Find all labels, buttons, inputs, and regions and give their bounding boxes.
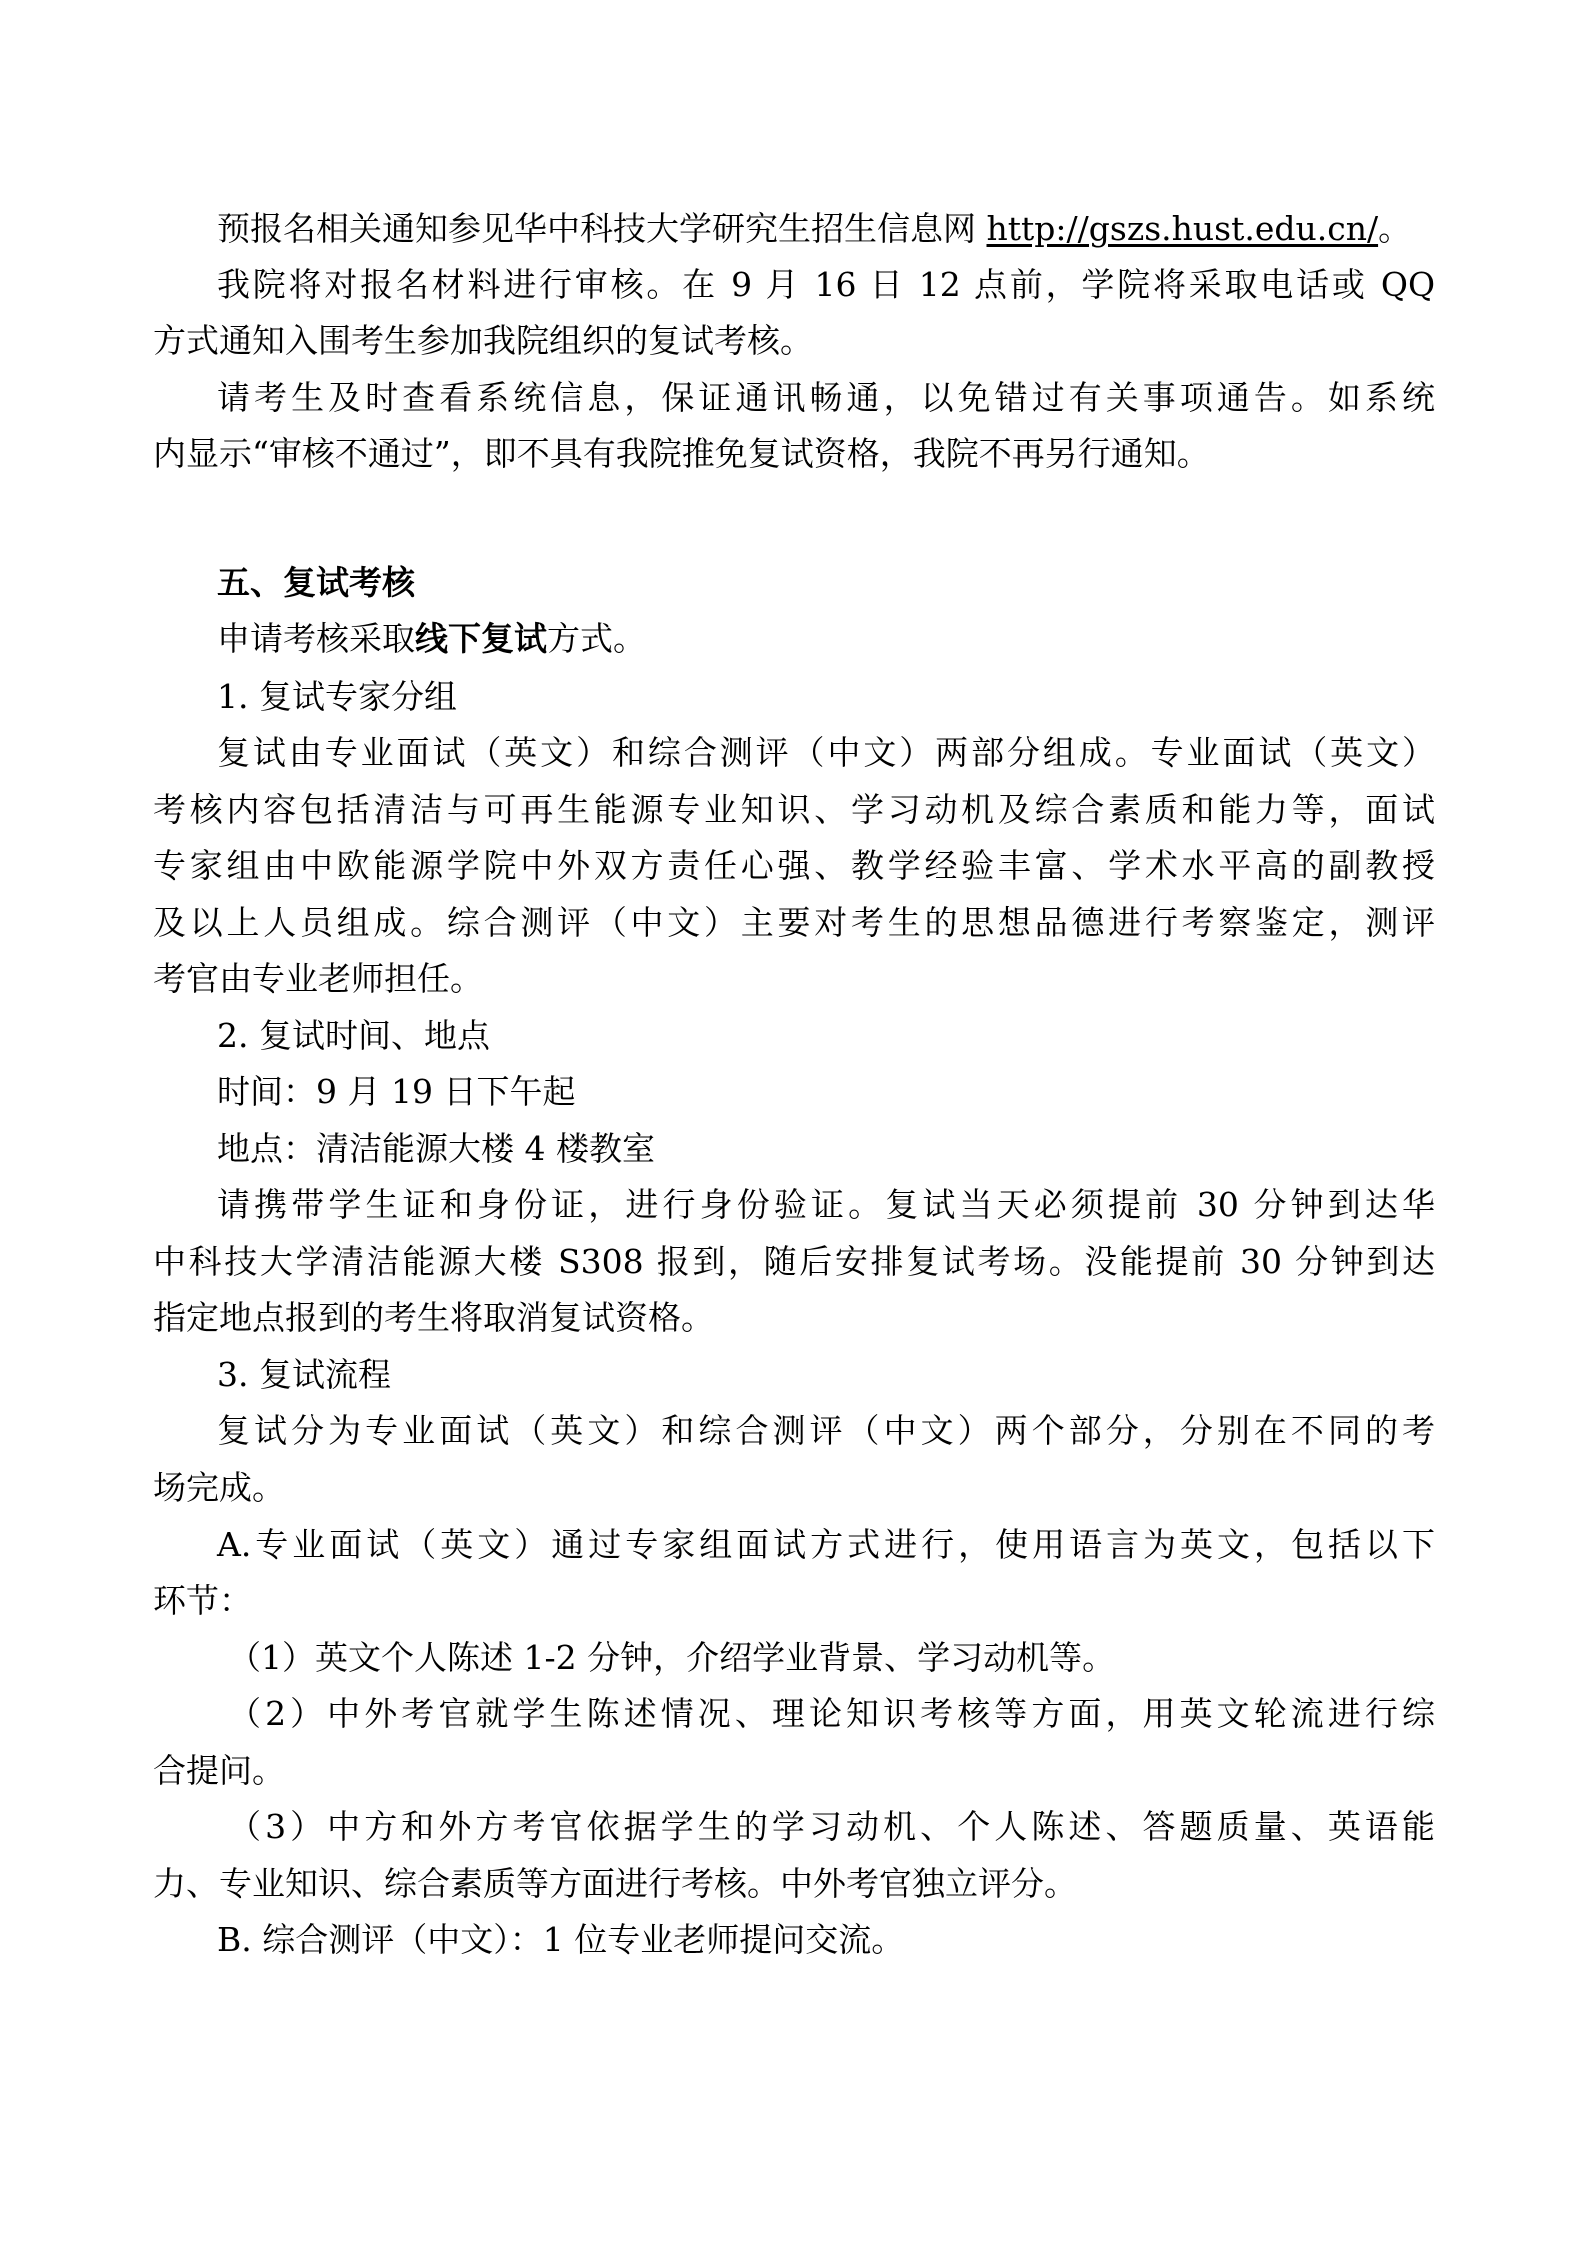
exam-place-line: 地点：清洁能源大楼 4 楼教室 (217, 1129, 655, 1168)
subsection-title-process: 3. 复试流程 (217, 1355, 391, 1394)
interview-step-2-line-1: （2）中外考官就学生陈述情况、理论知识考核等方面，用英文轮流进行综 (228, 1694, 1435, 1733)
id-check-line-1: 请携带学生证和身份证，进行身份验证。复试当天必须提前 30 分钟到达华 (217, 1185, 1435, 1224)
exam-mode-line (217, 619, 646, 659)
intro-notice-text: 预报名相关通知参见华中科技大学研究生招生信息网 (217, 209, 987, 248)
subsection-title-time-place: 2. 复试时间、地点 (217, 1016, 490, 1055)
section-heading: 五、复试考核 (217, 563, 415, 602)
expert-groups-line-5: 考官由专业老师担任。 (153, 959, 483, 998)
exam-mode-emphasis: 线下复试 (415, 619, 547, 658)
intro-notice-line (217, 209, 1411, 249)
review-paragraph-line-1: 我院将对报名材料进行审核。在 9 月 16 日 12 点前，学院将采取电话或 QQ (217, 265, 1435, 304)
intro-notice-period: 。 (1378, 209, 1412, 248)
part-b-line: B. 综合测评（中文）：1 位专业老师提问交流。 (217, 1920, 905, 1959)
system-info-paragraph-line-1: 请考生及时查看系统信息，保证通讯畅通，以免错过有关事项通告。如系统 (217, 378, 1435, 417)
id-check-line-2: 中科技大学清洁能源大楼 S308 报到，随后安排复试考场。没能提前 30 分钟到达 (153, 1242, 1435, 1281)
interview-step-3-line-2: 力、专业知识、综合素质等方面进行考核。中外考官独立评分。 (153, 1864, 1077, 1903)
expert-groups-line-3: 专家组由中欧能源学院中外双方责任心强、教学经验丰富、学术水平高的副教授 (153, 846, 1435, 885)
expert-groups-line-2: 考核内容包括清洁与可再生能源专业知识、学习动机及综合素质和能力等，面试 (153, 790, 1435, 829)
process-line-2: 场完成。 (153, 1468, 285, 1507)
expert-groups-line-4: 及以上人员组成。综合测评（中文）主要对考生的思想品德进行考察鉴定，测评 (153, 903, 1435, 942)
interview-step-1: （1）英文个人陈述 1-2 分钟，介绍学业背景、学习动机等。 (228, 1638, 1116, 1677)
process-line-1: 复试分为专业面试（英文）和综合测评（中文）两个部分，分别在不同的考 (217, 1411, 1435, 1450)
part-a-line-1: A.专业面试（英文）通过专家组面试方式进行，使用语言为英文，包括以下 (217, 1525, 1435, 1564)
admission-website-link[interactable]: http://gszs.hust.edu.cn/ (986, 209, 1379, 248)
subsection-title-expert-groups: 1. 复试专家分组 (217, 677, 457, 716)
interview-step-3-line-1: （3）中方和外方考官依据学生的学习动机、个人陈述、答题质量、英语能 (228, 1807, 1435, 1846)
id-check-line-3: 指定地点报到的考生将取消复试资格。 (153, 1298, 714, 1337)
exam-mode-suffix: 方式。 (547, 619, 646, 658)
system-info-paragraph-line-2: 内显示“审核不通过”，即不具有我院推免复试资格，我院不再另行通知。 (153, 434, 1210, 473)
interview-step-2-line-2: 合提问。 (153, 1751, 285, 1790)
exam-mode-prefix: 申请考核采取 (217, 619, 415, 658)
expert-groups-line-1: 复试由专业面试（英文）和综合测评（中文）两部分组成。专业面试（英文） (217, 733, 1435, 772)
review-paragraph-line-2: 方式通知入围考生参加我院组织的复试考核。 (153, 321, 813, 360)
exam-time-line: 时间：9 月 19 日下午起 (217, 1072, 576, 1111)
part-a-line-2: 环节： (153, 1581, 252, 1620)
